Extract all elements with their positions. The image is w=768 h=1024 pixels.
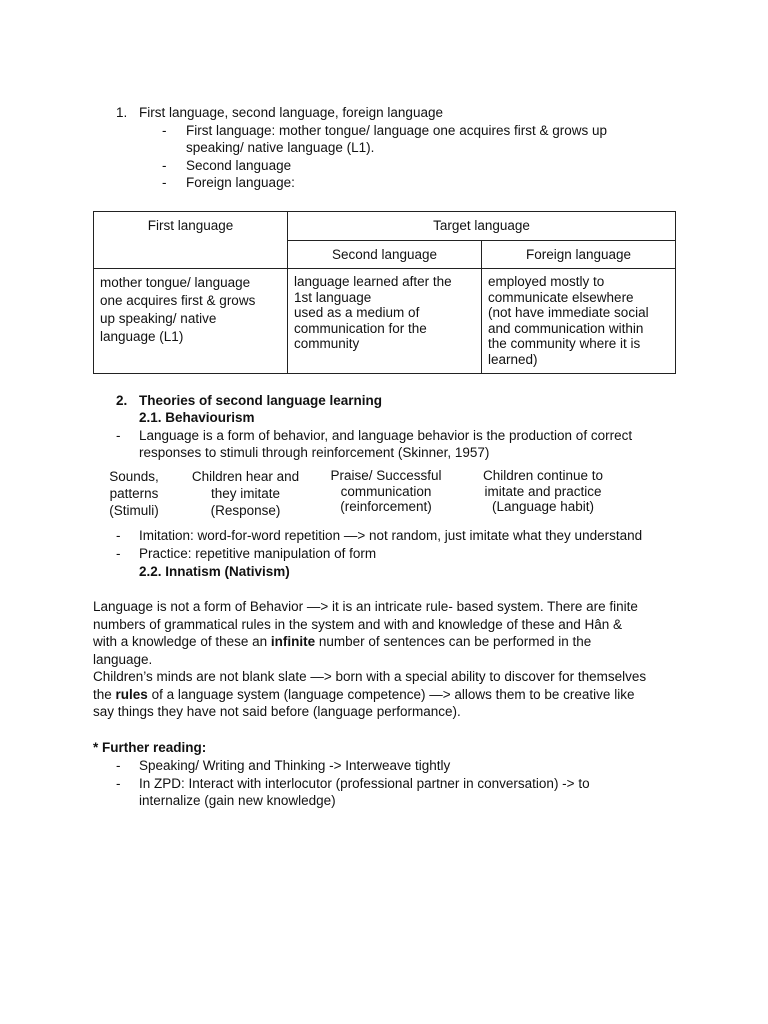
flow-line: they imitate — [210, 486, 281, 501]
flow-line: (Stimuli) — [109, 503, 159, 518]
cell-line: up speaking/ native — [100, 311, 217, 326]
section-2-number: 2. — [116, 393, 128, 408]
bullet-second-language: Second language — [186, 158, 292, 173]
flow-line: patterns — [109, 486, 159, 501]
cell-line: employed mostly to — [488, 274, 605, 289]
cell-line: learned) — [488, 351, 538, 367]
flow-line: Children continue to — [482, 468, 604, 483]
further-reading-bullet-1: Speaking/ Writing and Thinking -> Interweave tightly — [139, 758, 451, 773]
section-1-title: First language, second language, foreign language — [139, 105, 443, 120]
bullet-dash: - — [116, 776, 121, 791]
behaviourism-bullet-line1: Language is a form of behavior, and language behavior is the production of correct — [139, 428, 633, 443]
cell-line: and communication within — [488, 320, 644, 336]
language-comparison-table — [93, 211, 676, 374]
subsection-innatism: 2.2. Innatism (Nativism) — [139, 564, 290, 579]
further-reading-bullet-2-line2: internalize (gain new knowledge) — [139, 793, 336, 808]
flow-step-stimuli — [102, 468, 166, 519]
flow-line: Children hear and — [191, 469, 300, 484]
header-second-language: Second language — [288, 241, 482, 269]
subsection-behaviourism: 2.1. Behaviourism — [139, 410, 255, 425]
cell-line: communicate elsewhere — [488, 289, 634, 305]
cell-line: one acquires first & grows — [100, 293, 256, 308]
flow-step-language-habit — [473, 468, 613, 515]
further-reading-title: * Further reading: — [93, 740, 207, 755]
text-run: number of sentences can be performed in the — [315, 634, 592, 649]
paragraph-innatism-line4: language. — [93, 652, 153, 667]
bullet-first-language-line1: First language: mother tongue/ language one acquires first & grows up — [186, 123, 607, 138]
bullet-dash: - — [116, 428, 121, 443]
flow-line: Praise/ Successful — [330, 468, 442, 483]
imitation-bullet: Imitation: word-for-word repetition —> not random, just imitate what they understand — [139, 528, 643, 543]
cell-line: (not have immediate social — [488, 305, 649, 320]
text-run: with a knowledge of these an — [93, 634, 271, 649]
cell-line: used as a medium of — [294, 305, 420, 320]
cell-line: the community where it is — [488, 336, 641, 351]
cell-line: language learned after the — [294, 274, 452, 289]
paragraph-children-line3: say things they have not said before (language performance). — [93, 704, 461, 719]
flow-line: communication — [340, 483, 432, 499]
cell-line: community — [294, 336, 360, 351]
cell-first-language-definition — [94, 269, 288, 374]
flow-line: (Response) — [210, 503, 281, 518]
text-run: the — [93, 687, 116, 702]
bullet-dash: - — [116, 546, 121, 561]
cell-line: 1st language — [294, 289, 372, 305]
flow-line: (Language habit) — [491, 499, 595, 514]
emphasis-rules: rules — [115, 687, 148, 702]
bullet-dash: - — [116, 758, 121, 773]
flow-step-response — [185, 468, 306, 519]
cell-line: mother tongue/ language — [100, 275, 251, 290]
header-target-language: Target language — [288, 212, 676, 241]
practice-bullet: Practice: repetitive manipulation of form — [139, 546, 377, 561]
paragraph-children-line2 — [93, 686, 634, 703]
flow-line: imitate and practice — [484, 483, 602, 499]
flow-line: (reinforcement) — [340, 499, 432, 514]
paragraph-innatism-line2: numbers of grammatical rules in the system and with and knowledge of these and Hân & — [93, 617, 623, 632]
bullet-dash: - — [162, 175, 167, 190]
cell-foreign-language-definition — [482, 269, 676, 374]
bullet-foreign-language: Foreign language: — [186, 175, 295, 190]
paragraph-innatism-line1: Language is not a form of Behavior —> it is an intricate rule- based system. There are finite — [93, 599, 638, 614]
behaviourism-bullet-line2: responses to stimuli through reinforcement (Skinner, 1957) — [139, 445, 490, 460]
cell-line: language (L1) — [100, 329, 184, 344]
emphasis-infinite: infinite — [270, 634, 316, 649]
flow-line: Sounds, — [109, 469, 159, 484]
bullet-dash: - — [162, 158, 167, 173]
paragraph-innatism-line3 — [93, 633, 591, 650]
bullet-dash: - — [116, 528, 121, 543]
further-reading-bullet-2-line1: In ZPD: Interact with interlocutor (professional partner in conversation) -> to — [139, 776, 590, 791]
header-first-language: First language — [94, 212, 288, 269]
section-2-title: Theories of second language learning — [139, 393, 383, 408]
bullet-first-language-line2: speaking/ native language (L1). — [186, 140, 375, 155]
flow-step-reinforcement — [322, 468, 450, 515]
bullet-dash: - — [162, 123, 167, 138]
cell-second-language-definition — [288, 269, 482, 374]
section-1-number: 1. — [116, 105, 128, 120]
cell-line: communication for the — [294, 320, 427, 336]
text-run: of a language system (language competence) —> allows them to be creative like — [147, 687, 635, 702]
paragraph-children-line1: Children’s minds are not blank slate —> born with a special ability to discover for themselves — [93, 669, 647, 684]
header-foreign-language: Foreign language — [482, 241, 676, 269]
